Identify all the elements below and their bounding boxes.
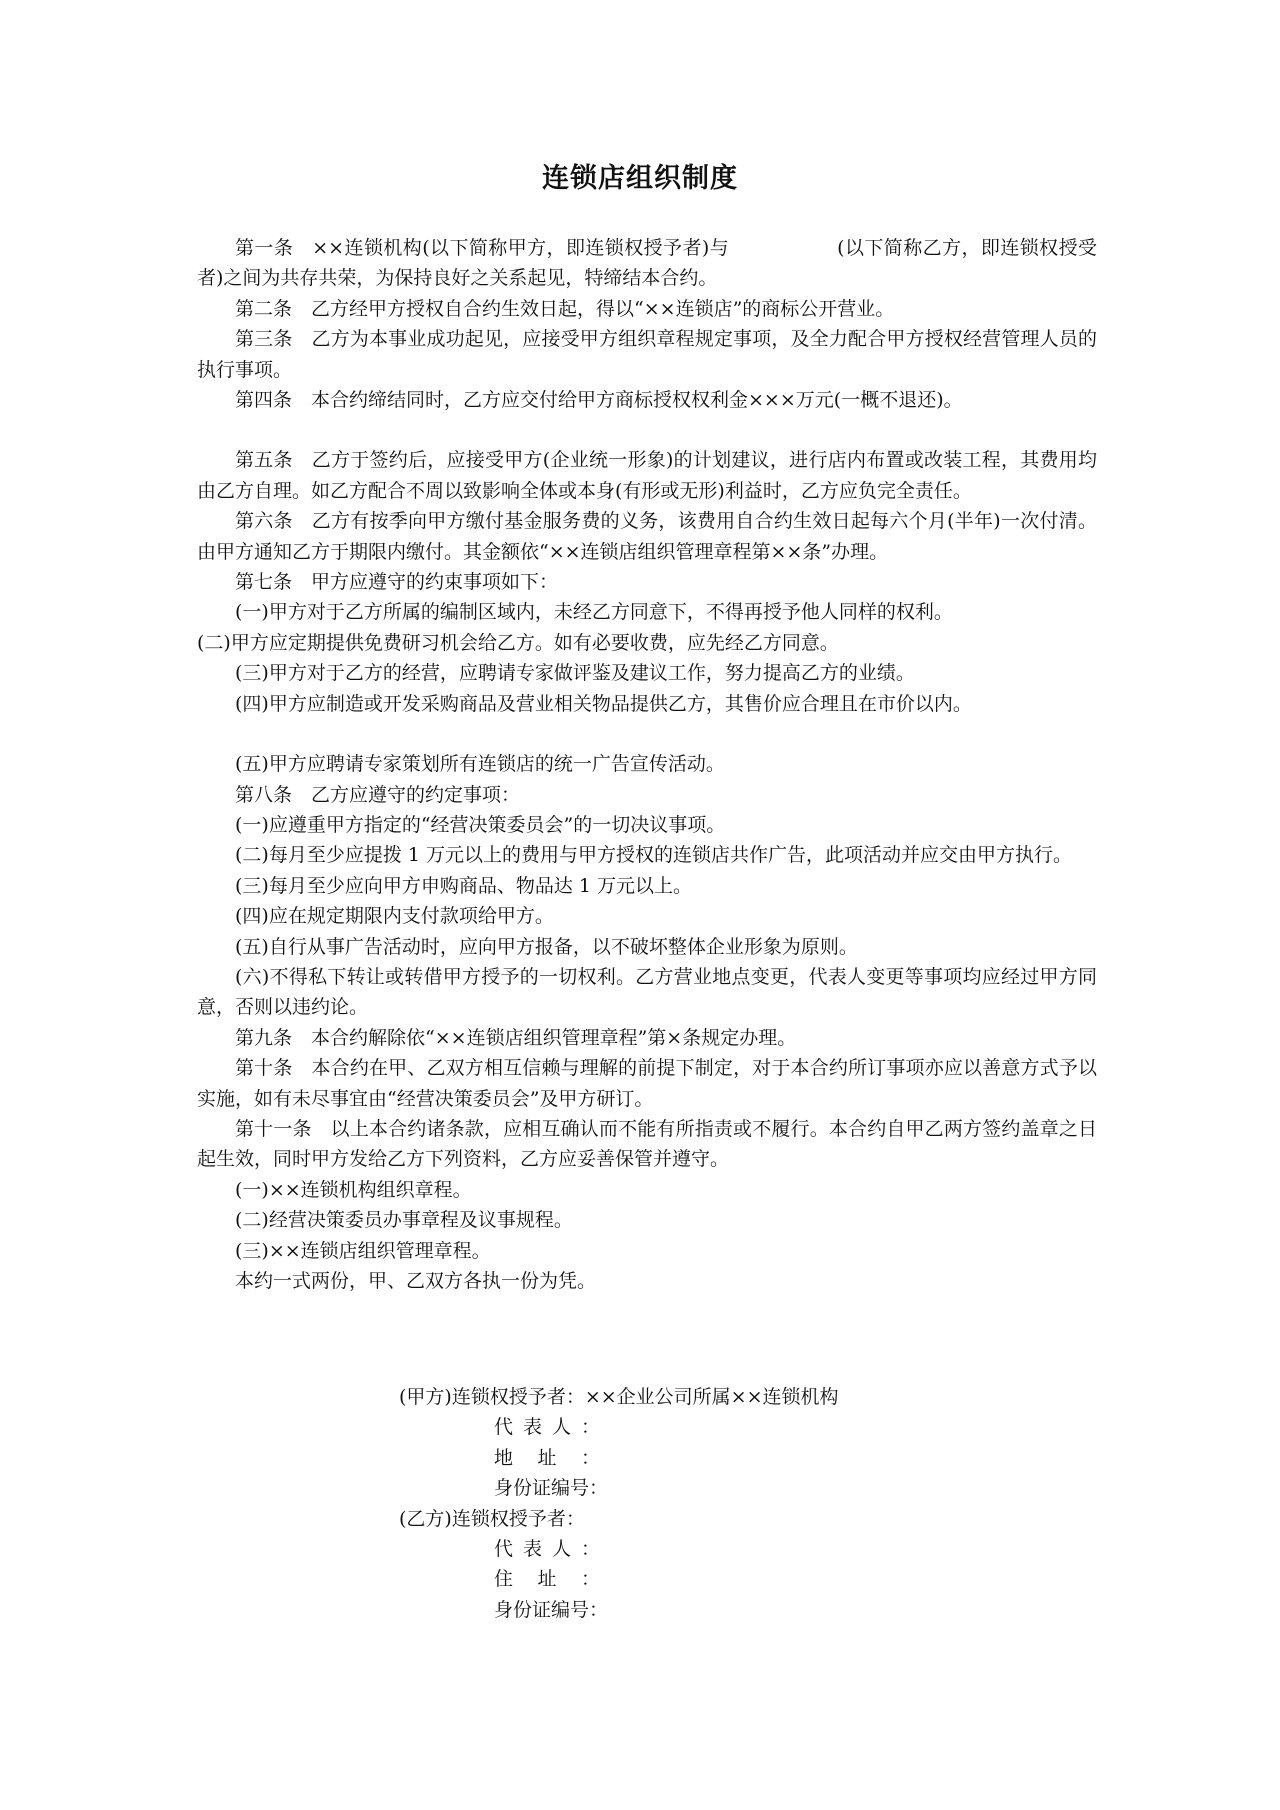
party-a-representative	[399, 1412, 839, 1442]
article-6-label: 第六条	[235, 510, 293, 533]
article-7-item-5: (五)甲方应聘请专家策划所有连锁店的统一广告宣传活动。	[235, 753, 725, 776]
article-8-text: 乙方应遵守的约定事项：	[311, 783, 521, 806]
party-b-address-label: 住址：	[494, 1568, 600, 1591]
article-7-item-3: (三)甲方对于乙方的经营，应聘请专家做评鉴及建议工作，努力提高乙方的业绩。	[235, 662, 915, 685]
article-9-label: 第九条	[235, 1026, 293, 1049]
article-2-label: 第二条	[235, 297, 293, 320]
article-1-label: 第一条	[235, 237, 294, 259]
article-11-label: 第十一条	[235, 1117, 312, 1140]
article-7	[197, 567, 1097, 597]
article-11	[197, 1114, 1097, 1175]
article-6-text: 乙方有按季向甲方缴付基金服务费的义务，该费用自合约生效日起每六个月(半年)一次付清。由甲方通知乙方于期限内缴付。其金额依“××连锁店组织管理章程第××条”办理。	[197, 510, 1097, 563]
party-b-line: (乙方)连锁权授予者：	[399, 1507, 585, 1530]
party-a-representative-label: 代表人：	[494, 1416, 600, 1439]
article-8-item-2: (二)每月至少应提拨 1 万元以上的费用与甲方授权的连锁店共作广告，此项活动并应交由甲方执行。	[235, 844, 1072, 867]
article-1-text-part1: ××连锁机构(以下简称甲方，即连锁权授予者)与	[312, 237, 730, 259]
article-7-item-1: (一)甲方对于乙方所属的编制区域内，未经乙方同意下，不得再授予他人同样的权利。	[235, 601, 953, 624]
article-3	[197, 324, 1097, 385]
article-11-item-1: (一)××连锁机构组织章程。	[235, 1178, 472, 1201]
party-a-address-label: 地址：	[494, 1446, 600, 1469]
article-6	[197, 506, 1097, 567]
article-9	[197, 1023, 1097, 1053]
article-3-label: 第三条	[235, 328, 293, 351]
article-5-label: 第五条	[235, 449, 293, 472]
article-7-text: 甲方应遵守的约束事项如下：	[311, 571, 559, 594]
party-a-id-number: 身份证编号：	[494, 1477, 609, 1500]
article-11-item-3: (三)××连锁店组织管理章程。	[235, 1239, 491, 1262]
closing-statement: 本约一式两份，甲、乙双方各执一份为凭。	[235, 1270, 597, 1292]
article-8	[197, 780, 1097, 810]
article-4-label: 第四条	[235, 389, 293, 412]
article-5	[197, 445, 1097, 506]
article-8-item-6: (六)不得私下转让或转借甲方授予的一切权利。乙方营业地点变更，代表人变更等事项均应经过甲方同意，否则以违约论。	[197, 965, 1097, 1019]
article-3-text: 乙方为本事业成功起见，应接受甲方组织章程规定事项，及全力配合甲方授权经营管理人员的执行事项。	[197, 328, 1097, 381]
party-b-representative	[399, 1534, 839, 1564]
article-8-item-5: (五)自行从事广告活动时，应向甲方报备，以不破坏整体企业形象为原则。	[235, 935, 858, 958]
article-8-item-1: (一)应遵重甲方指定的“经营决策委员会”的一切决议事项。	[235, 813, 726, 836]
document-title: 连锁店组织制度	[542, 163, 738, 194]
party-b-representative-label: 代表人：	[494, 1538, 600, 1561]
contract-body	[197, 233, 1097, 1296]
party-b-address	[399, 1564, 839, 1594]
article-4	[197, 385, 1097, 415]
article-11-item-2: (二)经营决策委员办事章程及议事规程。	[235, 1209, 573, 1232]
article-10-text: 本合约在甲、乙双方相互信赖与理解的前提下制定，对于本合约所订事项亦应以善意方式予以实施，如有未尽事宜由“经营决策委员会”及甲方研订。	[197, 1057, 1097, 1110]
article-10-label: 第十条	[235, 1057, 293, 1080]
article-7-item-4: (四)甲方应制造或开发采购商品及营业相关物品提供乙方，其售价应合理且在市价以内。	[235, 692, 972, 715]
article-8-item-4: (四)应在规定期限内支付款项给甲方。	[235, 905, 554, 928]
party-a-line: (甲方)连锁权授予者：××企业公司所属××连锁机构	[399, 1386, 839, 1408]
article-4-text: 本合约缔结同时，乙方应交付给甲方商标授权权利金×××万元(一概不退还)。	[311, 389, 963, 412]
article-8-item-3: (三)每月至少应向甲方申购商品、物品达 1 万元以上。	[235, 874, 692, 897]
article-7-item-2: (二)甲方应定期提供免费研习机会给乙方。如有必要收费，应先经乙方同意。	[197, 631, 839, 654]
article-1	[197, 233, 1097, 294]
article-9-text: 本合约解除依“××连锁店组织管理章程”第×条规定办理。	[311, 1026, 797, 1049]
article-8-label: 第八条	[235, 783, 293, 806]
article-11-text: 以上本合约诸条款，应相互确认而不能有所指责或不履行。本合约自甲乙两方签约盖章之日起生效，同时甲方发给乙方下列资料，乙方应妥善保管并遵守。	[197, 1117, 1097, 1171]
article-5-text: 乙方于签约后，应接受甲方(企业统一形象)的计划建议，进行店内布置或改装工程，其费用均由乙方自理。如乙方配合不周以致影响全体或本身(有形或无形)利益时，乙方应负完全责任。	[197, 449, 1097, 502]
article-10	[197, 1053, 1097, 1114]
article-2-text: 乙方经甲方授权自合约生效日起，得以“××连锁店”的商标公开营业。	[311, 297, 895, 320]
party-a-address	[399, 1443, 839, 1473]
article-7-label: 第七条	[235, 571, 293, 594]
signature-block	[399, 1382, 839, 1625]
party-b-id-number: 身份证编号：	[494, 1598, 609, 1621]
article-1-text-part2: (以下简称乙方，即连锁权授受者)之间为共存共荣，为保持良好之关系起见，特缔结本合约。	[197, 237, 1097, 290]
article-2	[197, 294, 1097, 324]
